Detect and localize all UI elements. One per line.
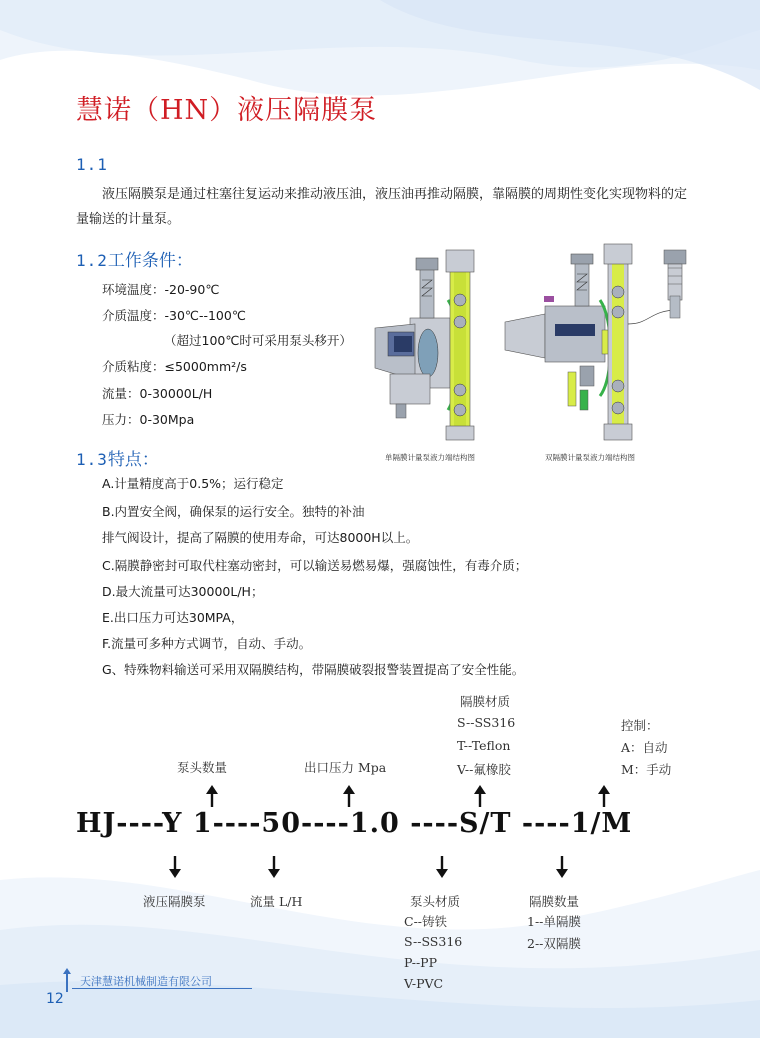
figure-caption-single: 单隔膜计量泵液力端结构图 [385,453,475,462]
diaphragm-count-title: 隔膜数量 [529,894,580,909]
page-title: 慧诺（HN）液压隔膜泵 [76,95,378,126]
feature-item: 排气阀设计，提高了隔膜的使用寿命，可达8000H以上。 [102,530,419,545]
section-heading-1-1 [76,155,108,175]
condition-item: 介质温度：-30℃--100℃ [102,308,246,323]
section-number: 1.2 [76,251,108,270]
control-option: A：自动 [621,740,668,755]
head-material-option: S--SS316 [404,934,463,949]
feature-item: A.计量精度高于0.5%；运行稳定 [102,476,284,491]
arrow-down-icon [436,856,448,878]
section-number: 1.3 [76,450,108,469]
condition-item: 流量：0-30000L/H [102,386,213,401]
section-heading-text: 特点： [107,450,159,470]
feature-item: D.最大流量可达30000L/H； [102,584,264,599]
feature-item: C.隔膜静密封可取代柱塞动密封，可以输送易燃易爆，强腐蚀性，有毒介质； [102,558,528,573]
condition-item: 环境温度：-20-90℃ [102,282,220,297]
section-1-1-paragraph: 液压隔膜泵是通过柱塞往复运动来推动液压油，液压油再推动隔膜，靠隔膜的周期性变化实现物料的定量输送的计量泵。 [76,187,688,227]
section-heading-1-3 [76,445,159,470]
feature-item: F.流量可多种方式调节，自动、手动。 [102,636,312,651]
page-number: 12 [46,991,64,1007]
head-material-option: C--铸铁 [404,914,448,929]
single-diaphragm-pump-diagram [370,240,510,445]
arrow-down-icon [556,856,568,878]
diaphragm-count-option: 1--单隔膜 [527,914,581,929]
control-option: M：手动 [621,762,672,777]
arrow-up-icon [343,785,355,807]
diaphragm-material-title: 隔膜材质 [460,694,511,709]
arrow-up-icon [206,785,218,807]
diaphragm-material-option: V--氟橡胶 [457,762,511,777]
footer-company-name: 天津慧诺机械制造有限公司 [80,975,212,988]
feature-item: G、特殊物料输送可采用双隔膜结构，带隔膜破裂报警装置提高了安全性能。 [102,662,525,677]
footer-arrow-icon [62,968,72,992]
section-number: 1.1 [76,155,108,174]
condition-item: 介质粘度：≤5000mm²/s [102,359,247,374]
outlet-pressure-label: 出口压力 Mpa [304,760,387,775]
arrow-up-icon [598,785,610,807]
condition-item-note: （超过100℃时可采用泵头移开） [164,333,352,348]
feature-item: E.出口压力可达30MPA， [102,610,244,625]
diaphragm-count-option: 2--双隔膜 [527,936,581,951]
arrow-down-icon [169,856,181,878]
feature-item: B.内置安全阀，确保泵的运行安全。独特的补油 [102,504,365,519]
diaphragm-material-option: T--Teflon [457,738,511,753]
footer-divider [72,988,252,989]
section-heading-1-2 [76,246,193,271]
condition-item: 压力：0-30Mpa [102,412,195,427]
arrow-down-icon [268,856,280,878]
section-heading-text: 工作条件： [107,251,193,271]
diaphragm-material-option: S--SS316 [457,715,516,730]
figure-caption-double: 双隔膜计量泵液力端结构图 [545,453,635,462]
double-diaphragm-pump-diagram [500,240,700,445]
arrow-up-icon [474,785,486,807]
pump-head-count-label: 泵头数量 [177,760,228,775]
pump-type-label: 液压隔膜泵 [143,894,206,909]
head-material-option: P--PP [404,955,437,970]
control-title: 控制： [621,718,659,733]
flow-label: 流量 L/H [250,894,303,909]
model-code-string: HJ----Y 1----50----1.0 ----S/T ----1/M [76,808,633,839]
head-material-title: 泵头材质 [410,894,461,909]
head-material-option: V-PVC [404,976,444,991]
